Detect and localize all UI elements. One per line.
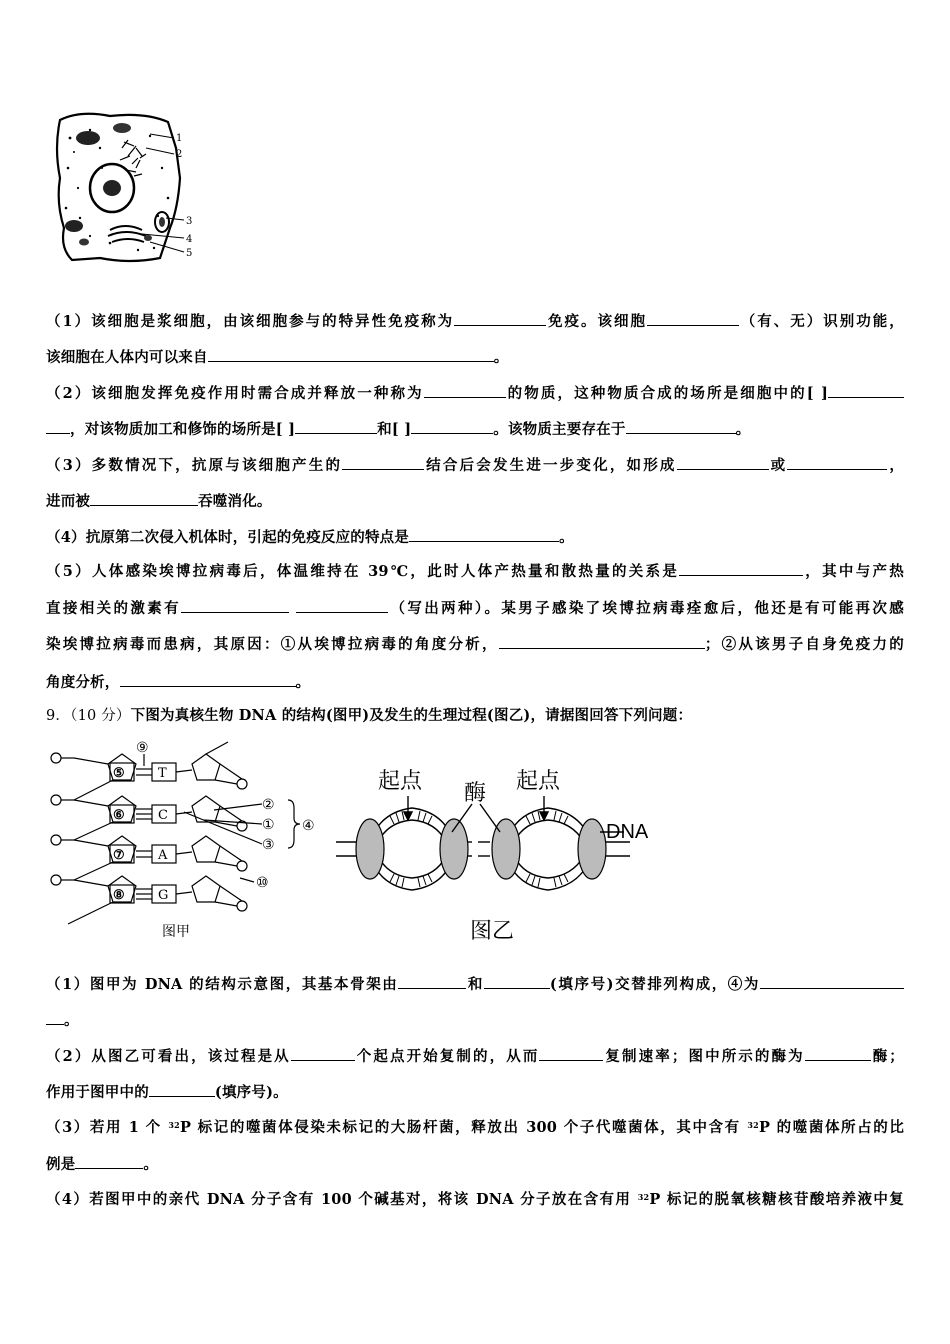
q8-line-4: ，对该物质加工和修饰的场所是[ ] 和[ ] 。该物质主要存在于 。 — [46, 419, 904, 440]
cell-label-3: 3 — [186, 216, 193, 227]
jia-label-4: ④ — [302, 818, 315, 834]
cell-label-4: 4 — [186, 234, 193, 245]
dna-structure-figure-jia — [44, 736, 324, 946]
jia-label-9: ⑨ — [136, 740, 149, 756]
jia-num-8: ⑧ — [113, 888, 125, 903]
cell-label-1: 1 — [176, 133, 183, 144]
yi-caption: 图乙 — [470, 919, 515, 944]
q9-heading: 9．（10 分）下图为真核生物 DNA 的结构(图甲)及发生的生理过程(图乙)，请据图回答下列问题： — [46, 707, 693, 724]
jia-num-6: ⑥ — [113, 808, 125, 823]
q8-line-9: 直接相关的激素有 （写出两种）。某男子感染了埃博拉病毒痊愈后，他还是有可能再次感 — [46, 600, 904, 617]
yi-dna-label: DNA — [606, 821, 649, 843]
q9-line-4: 作用于图甲中的 (填序号)。 — [46, 1084, 288, 1101]
q9-line-3: （2）从图乙可看出，该过程是从 个起点开始复制的，从而 复制速率；图中所示的酶为 酶； — [46, 1048, 905, 1065]
jia-caption: 图甲 — [162, 924, 190, 940]
q9-line-6: 例是 。 — [46, 1156, 159, 1173]
q8-line-7: （4）抗原第二次侵入机体时，引起的免疫反应的特点是 。 — [46, 529, 574, 546]
q9-line-2: 。 — [46, 1010, 904, 1031]
yi-origin-1: 起点 — [378, 769, 423, 794]
yi-origin-2: 起点 — [516, 769, 561, 794]
plasma-cell-figure — [50, 108, 210, 268]
q8-line-5: （3）多数情况下，抗原与该细胞产生的 结合后会发生进一步变化，如形成 或 ， — [46, 457, 905, 474]
q8-line-10: 染埃博拉病毒而患病，其原因：①从埃博拉病毒的角度分析， ；②从该男子自身免疫力的 — [46, 636, 904, 653]
jia-num-5: ⑤ — [113, 766, 125, 781]
cell-label-2: 2 — [176, 149, 183, 160]
jia-num-7: ⑦ — [113, 848, 125, 863]
jia-label-10: ⑩ — [256, 875, 269, 891]
jia-base-c: C — [158, 808, 168, 823]
q8-line-1: （1）该细胞是浆细胞，由该细胞参与的特异性免疫称为 免疫。该细胞 （有、无）识别功能， — [46, 313, 905, 330]
jia-base-g: G — [158, 888, 169, 903]
q8-line-6: 进而被 吞噬消化。 — [46, 493, 272, 510]
yi-enzyme: 酶 — [464, 781, 487, 806]
jia-base-t: T — [158, 766, 167, 781]
cell-label-5: 5 — [186, 248, 193, 259]
q9-line-7: （4）若图甲中的亲代 DNA 分子含有 100 个碱基对，将该 DNA 分子放在含有用 $^{32}$P 标记的脱氧核糖核苷酸培养液中复 — [46, 1191, 904, 1208]
q8-line-3: （2）该细胞发挥免疫作用时需合成并释放一种称为 的物质，这种物质合成的场所是细胞中的[ ] — [46, 383, 904, 404]
jia-base-a: A — [158, 848, 168, 863]
q9-line-5: （3）若用 1 个 $^{32}$P 标记的噬菌体侵染未标记的大肠杆菌，释放出 300 个子代噬菌体，其中含有 $^{32}$P 的噬菌体所占的比 — [46, 1119, 905, 1136]
jia-label-2: ② — [262, 797, 275, 813]
dna-replication-figure-yi — [330, 760, 670, 950]
q8-line-2: 该细胞在人体内可以来自 。 — [46, 349, 509, 366]
jia-label-3: ③ — [262, 837, 275, 853]
q8-line-8: （5）人体感染埃博拉病毒后，体温维持在 39℃，此时人体产热量和散热量的关系是 ，其中与产热 — [46, 563, 904, 580]
q8-line-11: 角度分析， 。 — [46, 674, 311, 691]
jia-label-1: ① — [262, 817, 275, 833]
q9-line-1: （1）图甲为 DNA 的结构示意图，其基本骨架由 和 (填序号)交替排列构成，④为 — [46, 974, 904, 995]
